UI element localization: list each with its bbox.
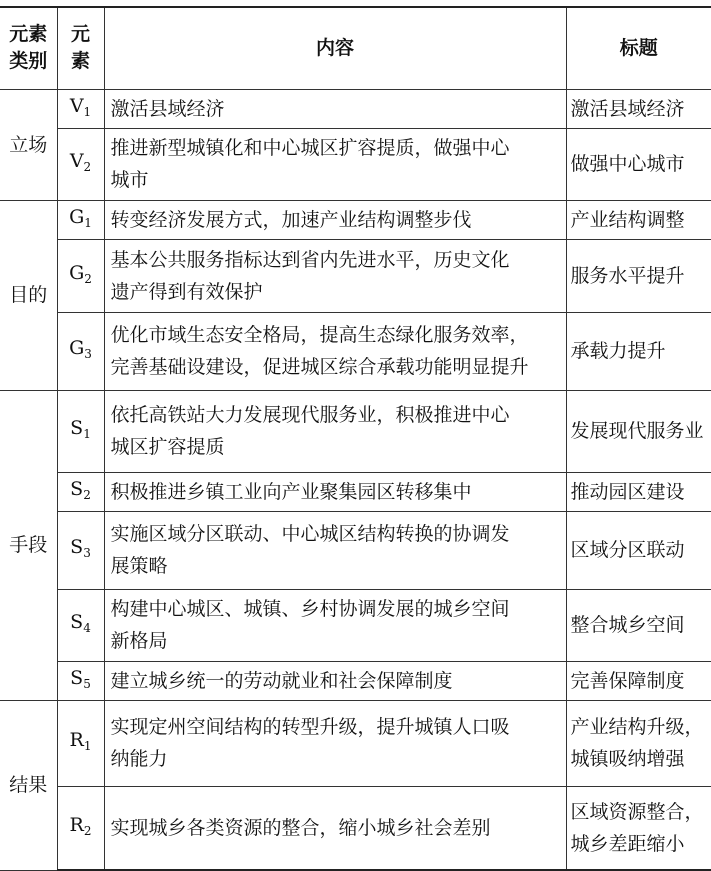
title-line: 产业结构调整 [570, 208, 685, 231]
table-row [0, 511, 711, 589]
content-cell [104, 472, 566, 511]
element-code-cell [57, 700, 104, 786]
element-code-letter: S [70, 536, 84, 558]
table-row [0, 89, 711, 128]
element-code-cell [57, 89, 104, 128]
content-line: 转变经济发展方式，加速产业结构调整步伐 [110, 208, 472, 231]
title-line: 完善保障制度 [570, 669, 685, 692]
header-category-line-1: 元素 [9, 23, 48, 46]
table-row [0, 786, 711, 870]
header-code-line-1: 元 [70, 23, 90, 46]
table-row [0, 390, 711, 472]
element-code-cell [57, 239, 104, 312]
content-line: 城区扩容提质 [110, 436, 225, 458]
content-line: 激活县域经济 [110, 97, 225, 120]
element-code-letter: S [70, 417, 84, 439]
title-cell [566, 786, 711, 870]
table-row [0, 312, 711, 390]
content-line: 实现定州空间结构的转型升级，提升城镇人口吸 [110, 716, 510, 738]
content-line: 展策略 [110, 555, 168, 577]
header-code [57, 7, 104, 89]
content-line: 基本公共服务指标达到省内先进水平，历史文化 [110, 248, 510, 271]
title-line: 服务水平提升 [570, 264, 685, 287]
element-code-subscript: 2 [83, 487, 91, 502]
category-cell: 目的 [0, 200, 57, 390]
element-code-subscript: 2 [83, 823, 92, 838]
table-row [0, 589, 711, 661]
element-code-letter: V [69, 150, 84, 172]
category-cell: 结果 [0, 700, 57, 870]
category-cell: 手段 [0, 390, 57, 700]
element-code-letter: V [69, 94, 84, 117]
element-code-cell [57, 589, 104, 661]
title-cell [566, 239, 711, 312]
title-line: 区域分区联动 [570, 539, 685, 561]
header-content: 内容 [104, 7, 566, 89]
content-line: 建立城乡统一的劳动就业和社会保障制度 [110, 669, 453, 692]
element-code-cell [57, 661, 104, 700]
content-cell [104, 128, 566, 200]
content-line: 新格局 [110, 630, 168, 652]
table-row [0, 661, 711, 700]
content-line: 构建中心城区、城镇、乡村协调发展的城乡空间 [110, 598, 510, 620]
element-code-cell [57, 200, 104, 239]
content-cell [104, 589, 566, 661]
table-row [0, 128, 711, 200]
element-code-subscript: 5 [83, 676, 91, 691]
content-line: 实现城乡各类资源的整合，缩小城乡社会差别 [110, 816, 491, 839]
element-code-subscript: 3 [84, 347, 92, 361]
title-line: 区域资源整合， [570, 800, 704, 823]
title-cell [566, 700, 711, 786]
title-line: 城镇吸纳增强 [570, 748, 685, 770]
content-line: 纳能力 [110, 748, 168, 770]
title-line: 城乡差距缩小 [570, 832, 685, 855]
element-code-subscript: 4 [83, 621, 91, 635]
element-code-cell [57, 128, 104, 200]
title-cell [566, 661, 711, 700]
element-code-letter: G [69, 261, 85, 284]
content-line: 城市 [110, 169, 149, 191]
element-code-subscript: 3 [83, 546, 91, 560]
element-code-cell [57, 312, 104, 390]
content-cell [104, 390, 566, 472]
header-code-line-2: 素 [70, 50, 90, 73]
title-cell [566, 390, 711, 472]
title-line: 发展现代服务业 [570, 420, 704, 442]
element-code-subscript: 1 [83, 427, 91, 441]
title-cell [566, 589, 711, 661]
content-cell [104, 89, 566, 128]
element-code-letter: S [70, 611, 84, 633]
content-line: 完善基础设建设，促进城区综合承载功能明显提升 [110, 356, 529, 378]
element-code-subscript: 1 [83, 104, 92, 119]
element-table [0, 6, 711, 871]
title-cell [566, 89, 711, 128]
element-code-letter: S [70, 666, 84, 689]
category-cell: 立场 [0, 89, 57, 200]
title-line: 推动园区建设 [570, 480, 685, 503]
content-cell [104, 661, 566, 700]
element-code-cell [57, 472, 104, 511]
element-code-cell [57, 786, 104, 870]
element-code-subscript: 1 [84, 215, 92, 230]
content-cell [104, 312, 566, 390]
table-row [0, 239, 711, 312]
title-cell [566, 312, 711, 390]
table-row [0, 700, 711, 786]
content-cell [104, 200, 566, 239]
content-line: 积极推进乡镇工业向产业聚集园区转移集中 [110, 480, 472, 503]
content-cell [104, 786, 566, 870]
title-cell [566, 128, 711, 200]
title-line: 产业结构升级， [570, 716, 704, 738]
title-cell [566, 511, 711, 589]
content-line: 依托高铁站大力发展现代服务业，积极推进中心 [110, 404, 510, 426]
content-cell [104, 511, 566, 589]
header-category [0, 7, 57, 89]
content-line: 遗产得到有效保护 [110, 280, 263, 303]
content-cell [104, 239, 566, 312]
title-cell [566, 472, 711, 511]
content-cell [104, 700, 566, 786]
element-code-letter: G [69, 337, 85, 359]
title-line: 做强中心城市 [570, 153, 685, 175]
content-line: 推进新型城镇化和中心城区扩容提质，做强中心 [110, 137, 510, 159]
header-title: 标题 [566, 7, 711, 89]
element-code-subscript: 2 [83, 160, 92, 174]
element-code-letter: R [69, 813, 84, 836]
element-code-subscript: 1 [83, 739, 92, 753]
element-code-cell [57, 511, 104, 589]
header-category-line-2: 类别 [9, 50, 48, 73]
title-line: 激活县域经济 [570, 97, 685, 120]
title-line: 整合城乡空间 [570, 614, 685, 636]
element-code-cell [57, 390, 104, 472]
table-row [0, 200, 711, 239]
table-row [0, 472, 711, 511]
table-header-row [0, 7, 711, 89]
element-code-letter: S [70, 477, 84, 500]
title-cell [566, 200, 711, 239]
content-line: 实施区域分区联动、中心城区结构转换的协调发 [110, 523, 510, 545]
content-line: 优化市域生态安全格局，提高生态绿化服务效率， [110, 324, 529, 346]
element-code-letter: G [69, 205, 85, 228]
element-code-letter: R [69, 729, 84, 751]
element-code-subscript: 2 [84, 271, 92, 286]
title-line: 承载力提升 [570, 340, 666, 362]
